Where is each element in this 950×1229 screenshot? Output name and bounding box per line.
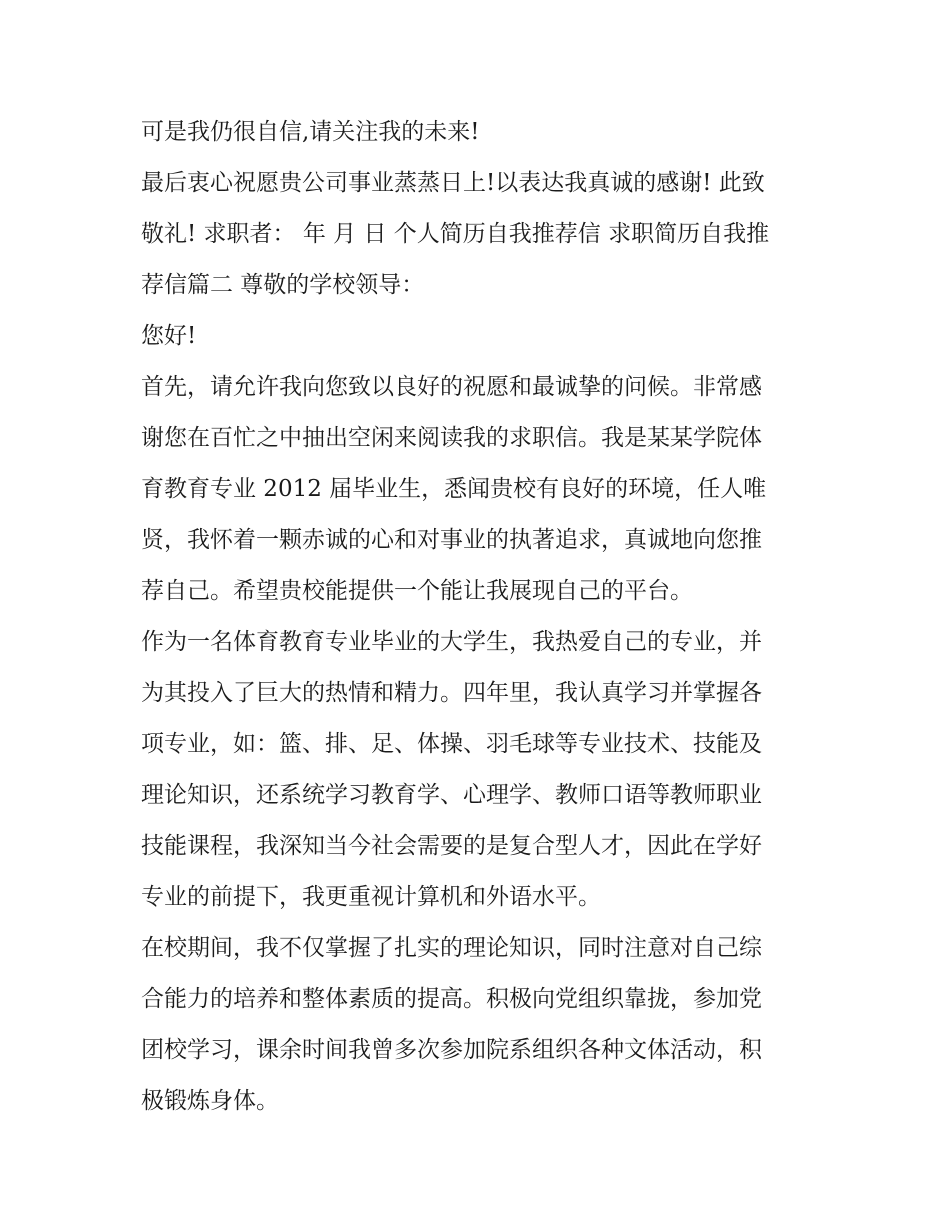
text-line: 荐信篇二 尊敬的学校领导： — [141, 272, 425, 298]
text-line: 荐自己。希望贵校能提供一个能让我展现自己的平台。 — [141, 578, 693, 604]
text-line: 可是我仍很自信,请关注我的未来! — [141, 119, 480, 145]
text-line: 技能课程，我深知当今社会需要的是复合型人才，因此在学好 — [141, 833, 762, 859]
text-line: 谢您在百忙之中抽出空闲来阅读我的求职信。我是某某学院体 — [141, 425, 762, 451]
text-line: 极锻炼身体。 — [141, 1088, 279, 1114]
text-line: 敬礼! 求职者： 年 月 日 个人简历自我推荐信 求职简历自我推 — [141, 221, 770, 247]
text-line: 您好! — [141, 323, 197, 349]
document-body — [141, 107, 816, 1127]
text-line: 团校学习，课余时间我曾多次参加院系组织各种文体活动，积 — [141, 1037, 762, 1063]
text-line: 育教育专业 2012 届毕业生，悉闻贵校有良好的环境，任人唯 — [141, 476, 767, 502]
text-line: 首先，请允许我向您致以良好的祝愿和最诚挚的问候。非常感 — [141, 374, 762, 400]
text-line: 作为一名体育教育专业毕业的大学生，我热爱自己的专业，并 — [141, 629, 762, 655]
text-line: 合能力的培养和整体素质的提高。积极向党组织靠拢，参加党 — [141, 986, 762, 1012]
text-line: 项专业，如：篮、排、足、体操、羽毛球等专业技术、技能及 — [141, 731, 762, 757]
text-line: 理论知识，还系统学习教育学、心理学、教师口语等教师职业 — [141, 782, 762, 808]
text-line: 专业的前提下，我更重视计算机和外语水平。 — [141, 884, 601, 910]
text-line: 最后衷心祝愿贵公司事业蒸蒸日上!以表达我真诚的感谢! 此致 — [141, 170, 765, 196]
text-line: 贤，我怀着一颗赤诚的心和对事业的执著追求，真诚地向您推 — [141, 527, 762, 553]
text-line: 在校期间，我不仅掌握了扎实的理论知识，同时注意对自己综 — [141, 935, 762, 961]
text-line: 为其投入了巨大的热情和精力。四年里，我认真学习并掌握各 — [141, 680, 762, 706]
